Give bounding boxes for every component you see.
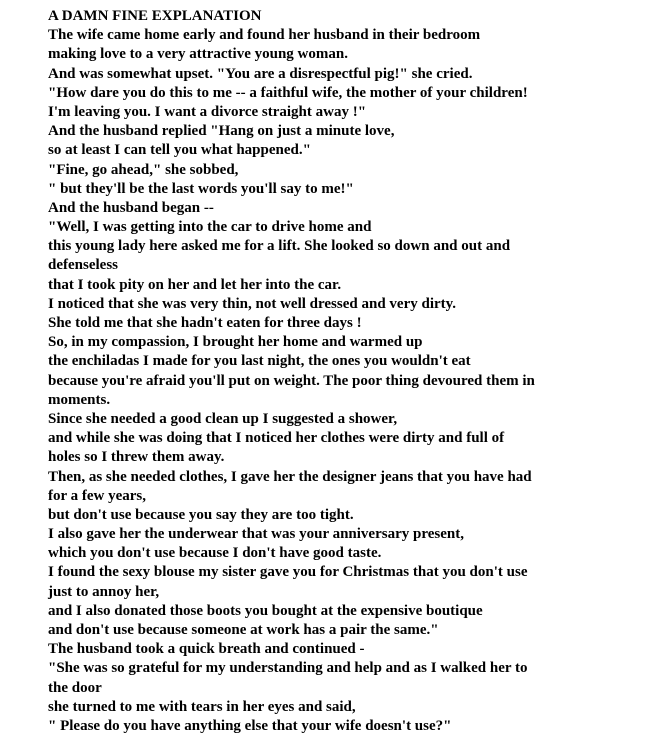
text-line: moments. <box>48 391 111 408</box>
text-line: because you're afraid you'll put on weight. The poor thing devoured them in <box>48 372 535 389</box>
text-line: I noticed that she was very thin, not well dressed and very dirty. <box>48 295 457 312</box>
text-line: " Please do you have anything else that your wife doesn't use?" <box>48 717 452 734</box>
text-line: And was somewhat upset. "You are a disrespectful pig!" she cried. <box>48 65 473 82</box>
text-line: The husband took a quick breath and continued - <box>48 641 365 658</box>
document-title: A DAMN FINE EXPLANATION <box>48 8 262 24</box>
text-line: "Fine, go ahead," she sobbed, <box>48 161 239 178</box>
text-line: And the husband replied "Hang on just a minute love, <box>48 123 395 140</box>
text-line: Then, as she needed clothes, I gave her the designer jeans that you have had <box>48 468 532 485</box>
text-line: "How dare you do this to me -- a faithful wife, the mother of your children! <box>48 84 528 101</box>
text-line: and I also donated those boots you bought at the expensive boutique <box>48 602 483 619</box>
text-line: I'm leaving you. I want a divorce straight away !" <box>48 103 367 120</box>
text-line: I also gave her the underwear that was your anniversary present, <box>48 526 464 543</box>
text-line: And the husband began -- <box>48 199 214 216</box>
text-line: I found the sexy blouse my sister gave you for Christmas that you don't use <box>48 564 528 581</box>
text-line: this young lady here asked me for a lift. She looked so down and out and <box>48 238 511 255</box>
text-line: defenseless <box>48 257 118 274</box>
text-line: " but they'll be the last words you'll say to me!" <box>48 180 354 197</box>
text-line: but don't use because you say they are too tight. <box>48 506 354 523</box>
text-line: so at least I can tell you what happened." <box>48 142 311 159</box>
text-line: which you don't use because I don't have good taste. <box>48 545 382 562</box>
text-line: making love to a very attractive young woman. <box>48 46 348 63</box>
text-line: So, in my compassion, I brought her home and warmed up <box>48 334 423 351</box>
text-line: "She was so grateful for my understanding and help and as I walked her to <box>48 660 528 677</box>
text-line: The wife came home early and found her husband in their bedroom <box>48 27 481 44</box>
text-line: and don't use because someone at work has a pair the same." <box>48 622 439 638</box>
text-line: for a few years, <box>48 487 147 504</box>
text-line: holes so I threw them away. <box>48 449 225 466</box>
text-line: Since she needed a good clean up I suggested a shower, <box>48 410 398 427</box>
text-line: "Well, I was getting into the car to drive home and <box>48 219 372 236</box>
text-line: She told me that she hadn't eaten for three days ! <box>48 315 362 331</box>
document-body <box>48 7 638 736</box>
text-line: the enchiladas I made for you last night, the ones you wouldn't eat <box>48 353 471 370</box>
text-line: that I took pity on her and let her into the car. <box>48 276 342 293</box>
text-line: she turned to me with tears in her eyes and said, <box>48 698 356 715</box>
text-line: just to annoy her, <box>48 583 160 600</box>
text-line: and while she was doing that I noticed her clothes were dirty and full of <box>48 430 505 447</box>
text-line: the door <box>48 679 102 696</box>
